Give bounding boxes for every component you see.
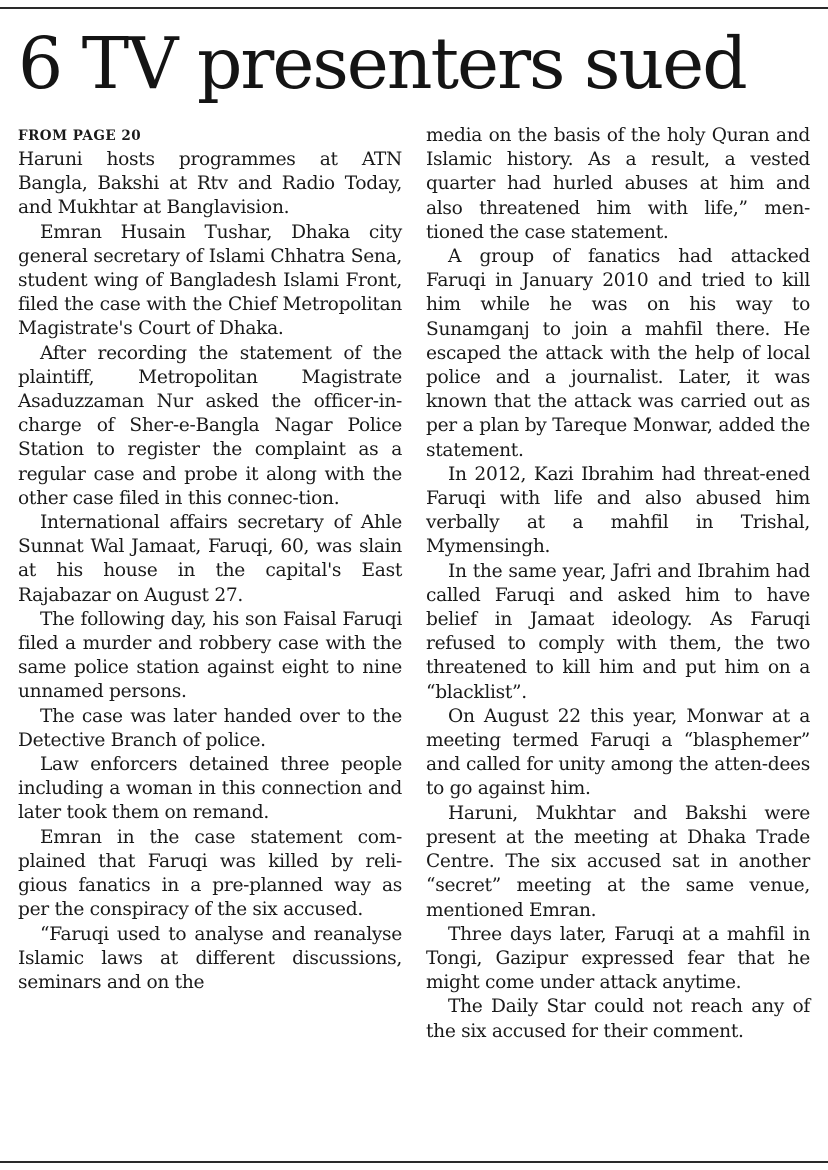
paragraph: The case was later handed over to the Detective Branch of police.: [18, 705, 402, 751]
paragraph: Three days later, Faruqi at a mahfil in Tongi, Gazipur expressed fear that he might come under attack anytime.: [426, 923, 810, 994]
paragraph: Law enforcers detained three people including a woman in this connection and later took them on remand.: [18, 754, 402, 824]
paragraph: In the same year, Jafri and Ibrahim had called Faruqi and asked him to have belief in Jamaat ideology. As Faruqi refused to comply with them, the two threatened to kill him and put him on a “blacklist”.: [426, 560, 810, 703]
paragraph: A group of fanatics had attacked Faruqi in January 2010 and tried to kill him while he was on his way to Sunamganj to join a mahfil there. He escaped the attack with the help of local police and a journalist. Later, it was known that the attack was carried out as per a plan by Tareque Monwar, added the statement.: [426, 246, 810, 461]
paragraph: Emran Husain Tushar, Dhaka city general secretary of Islami Chhatra Sena, student wing of Bangladesh Islami Front, filed the case with the Chief Metropolitan Magistrate's Court of Dhaka.: [18, 221, 402, 340]
right-column: [426, 124, 810, 1044]
paragraph: “Faruqi used to analyse and reanalyse Islamic laws at different discussions, seminars and on the: [18, 923, 402, 993]
article-body: [18, 124, 813, 1154]
paragraph: Haruni, Mukhtar and Bakshi were present at the meeting at Dhaka Trade Centre. The six accused sat in another “secret” meeting at the same venue, mentioned Emran.: [426, 802, 810, 921]
bottom-rule: [0, 1161, 828, 1163]
paragraph: Emran in the case statement com-plained that Faruqi was killed by reli-gious fanatics in a pre-planned way as per the conspiracy of the six accused.: [18, 826, 402, 921]
headline: 6 TV presenters sued: [18, 22, 746, 105]
top-rule: [0, 7, 828, 9]
paragraph: The Daily Star could not reach any of the six accused for their comment.: [426, 996, 810, 1042]
paragraph: The following day, his son Faisal Faruqi filed a murder and robbery case with the same police station against eight to nine unnamed persons.: [18, 608, 402, 703]
paragraph: media on the basis of the holy Quran and Islamic history. As a result, a vested quarter had hurled abuses at him and also threatened him with life,” men-tioned the case statement.: [426, 125, 810, 243]
continued-from-kicker: FROM PAGE 20: [18, 128, 142, 144]
paragraph: In 2012, Kazi Ibrahim had threat-ened Faruqi with life and also abused him verbally at a mahfil in Trishal, Mymensingh.: [426, 463, 810, 558]
paragraph: International affairs secretary of Ahle Sunnat Wal Jamaat, Faruqi, 60, was slain at his house in the capital's East Rajabazar on August 27.: [18, 512, 402, 606]
paragraph: After recording the statement of the plaintiff, Metropolitan Magistrate Asaduzzaman Nur asked the officer-in-charge of Sher-e-Bangla Nagar Police Station to register the complaint as a regular case and probe it along with the other case filed in this connec-tion.: [18, 342, 402, 509]
paragraph: On August 22 this year, Monwar at a meeting termed Faruqi a “blasphemer” and called for unity among the atten-dees to go against him.: [426, 705, 810, 800]
paragraph: Haruni hosts programmes at ATN Bangla, Bakshi at Rtv and Radio Today, and Mukhtar at Banglavision.: [18, 149, 402, 219]
left-column: [18, 124, 402, 995]
